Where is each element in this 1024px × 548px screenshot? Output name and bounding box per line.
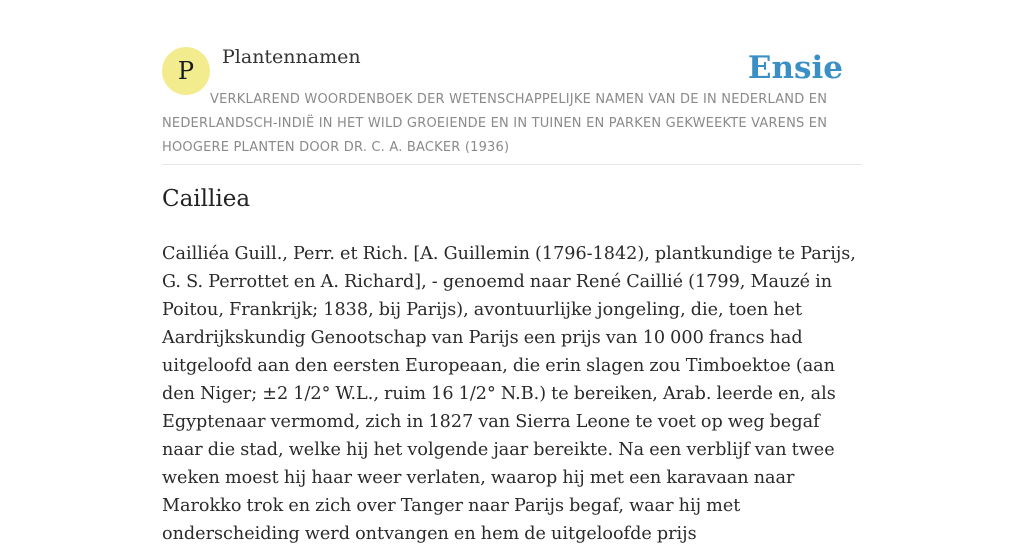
site-subtitle: VERKLAREND WOORDENBOEK DER WETENSCHAPPELIJKE NAMEN VAN DE IN NEDERLAND EN NEDERLANDSCH-INDIË IN HET WILD GROEIENDE EN IN TUINEN EN PARKEN GEKWEEKTE VARENS EN HOOGERE PLANTEN DOOR DR. C. A. BACKER (1936) (162, 92, 828, 155)
entry-body: Cailliéa Guill., Perr. et Rich. [A. Guillemin (1796-1842), plantkundige te Parijs, G. S. Perrottet en A. Richard], - genoemd naar René Caillié (1799, Mauzé in Poitou, Frankrijk; 1838, bij Parijs), avontuurlijke jongeling, die, toen het Aardrijkskundig Genootschap van Parijs een prijs van 10 000 francs had uitgeloofd aan den eersten Europeaan, die erin slagen zou Timboektoe (aan den Niger; ±2 1/2° W.L., ruim 16 1/2° N.B.) te bereiken, Arab. leerde en, als Egyptenaar vermomd, zich in 1827 van Sierra Leone te voet op weg begaf naar die stad, welke hij het volgende jaar bereikte. Na een verblijf van twee weken moest hij haar weer verlaten, waarop hij met een karavaan naar Marokko trok en zich over Tanger naar Parijs begaf, waar hij met onderscheiding werd ontvangen en hem de uitgeloofde prijs (162, 244, 856, 544)
page (162, 0, 862, 544)
logo-letter: P (177, 57, 195, 85)
site-name[interactable]: Plantennamen (222, 46, 361, 68)
site-header (162, 0, 862, 165)
entry-title: Cailliea (162, 186, 251, 212)
ensie-brand-link[interactable]: Ensie (747, 50, 843, 86)
